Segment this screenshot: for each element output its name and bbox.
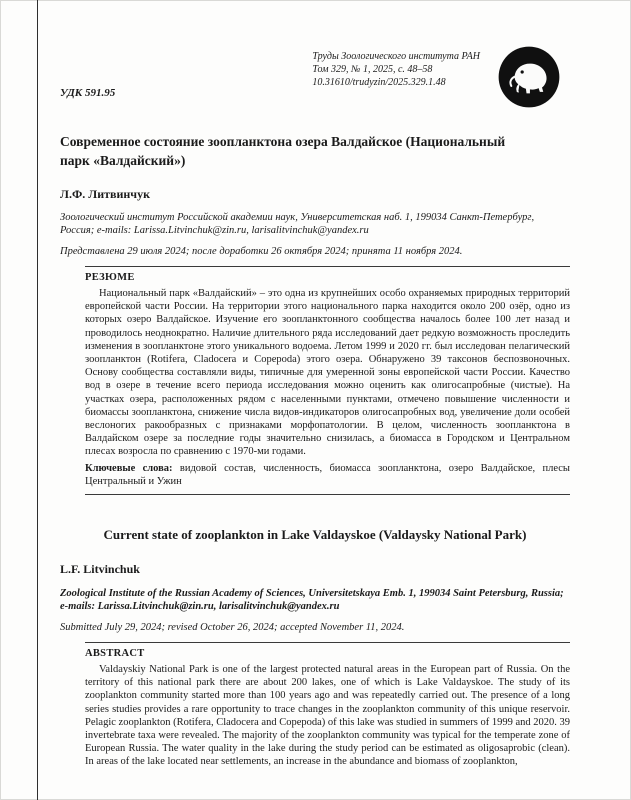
- page-content: [60, 0, 570, 800]
- author-ru: Л.Ф. Литвинчук: [60, 187, 150, 201]
- keywords-ru: [85, 462, 570, 488]
- journal-doi-line: 10.31610/trudyzin/2025.329.1.48: [312, 77, 446, 88]
- received-dates-ru: Представлена 29 июля 2024; после доработки 26 октября 2024; принята 11 ноября 2024.: [60, 246, 463, 257]
- abstract-heading-ru: РЕЗЮМЕ: [85, 272, 135, 283]
- affiliation-ru: Зоологический институт Российской академии наук, Университетская наб. 1, 199034 Санкт-Петербург, Россия; e-mails: Larissa.Litvinchuk@zin.ru, larisalitvinchuk@yandex.ru: [60, 212, 535, 236]
- journal-volume-line: Том 329, № 1, 2025, с. 48–58: [312, 64, 433, 75]
- left-margin-rule: [37, 0, 38, 800]
- journal-logo: [498, 46, 560, 108]
- keywords-label-ru: Ключевые слова:: [85, 462, 173, 474]
- abstract-text-en: Valdayskiy National Park is one of the largest protected natural areas in the European part of Russia. On the territory of this national park there are about 200 lakes, one of which is Lake Valdayskoe. The study of its zooplankton community started more than 100 years ago and was repeatedly carried out. The presence of a long series studies provides a rare opportunity to trace changes in the zooplankton community of this unique reservoir. Pelagic zooplankton (Rotifera, Cladocera and Copepoda) of this lake was studied in summers of 1999 and 2020. 39 invertebrate taxa were revealed. The majority of the zooplankton community was typical for the temperate zone of European Russia. The water quality in the lake during the study period can be estimated as oligosaprobic (clean). In areas of the lake located near settlements, an increase in the abundance and biomass of zooplankton,: [85, 664, 570, 768]
- mammoth-logo-icon: [498, 46, 560, 108]
- keywords-text-ru: видовой состав, численность, биомасса зоопланктона, озеро Валдайское, плесы Центральный и Ужин: [85, 462, 570, 487]
- journal-info: [312, 50, 480, 89]
- author-en: L.F. Litvinchuk: [60, 562, 140, 577]
- received-dates-en: Submitted July 29, 2024; revised October 26, 2024; accepted November 11, 2024.: [60, 622, 405, 634]
- affiliation-en: Zoological Institute of the Russian Academy of Sciences, Universitetskaya Emb. 1, 199034 Saint Petersburg, Russia; e-mails: Larissa.Litvinchuk@zin.ru, larisalitvinchuk@yandex.ru: [60, 588, 564, 613]
- abstract-heading-en: ABSTRACT: [85, 648, 145, 660]
- abstract-section-ru: [85, 266, 570, 495]
- abstract-text-ru: Национальный парк «Валдайский» – это одна из крупнейших особо охраняемых природных территорий европейской части России. На территории этого национального парка находится около 200 озёр, одно из которых озеро Валдайское. Изучение его зоопланктонного сообщества началось более 100 лет назад и проводилось неоднократно. Наличие длительного ряда исследований дает редкую возможность проследить изменения в зоопланктоне этого уникального водоема. Летом 1999 и 2020 гг. был исследован пелагический зоопланктон (Rotifera, Cladocera и Copepoda) этого озера. Обнаружено 39 таксонов беспозвоночных. Основу сообщества составляли виды, типичные для умеренной зоны европейской части России. Качество вод в озере в течение всего периода исследования можно оценить как олигосапробные (чистые). На участках озера, расположенных рядом с населенными пунктами, отмечено повышение численности и биомассы зоопланктона, снижение числа видов-индикаторов олигосапробных вод, увеличение доли особей веслоногих ракообразных с признаками морфопатологии. В целом, численность зоопланктона в Валдайском озере за последние годы значительно снизилась, а биомасса в Городском и Центральном плесах возросла по сравнению с 1970-ми годами.: [85, 288, 570, 458]
- udc-label: УДК 591.95: [60, 87, 116, 99]
- article-title-en: Current state of zooplankton in Lake Valdayskoe (Valdaysky National Park): [103, 527, 527, 543]
- abstract-section-en: [85, 642, 570, 769]
- article-title-ru: Современное состояние зоопланктона озера Валдайское (Национальный парк «Валдайский»): [60, 134, 506, 168]
- journal-title-line: Труды Зоологического института РАН: [312, 51, 480, 62]
